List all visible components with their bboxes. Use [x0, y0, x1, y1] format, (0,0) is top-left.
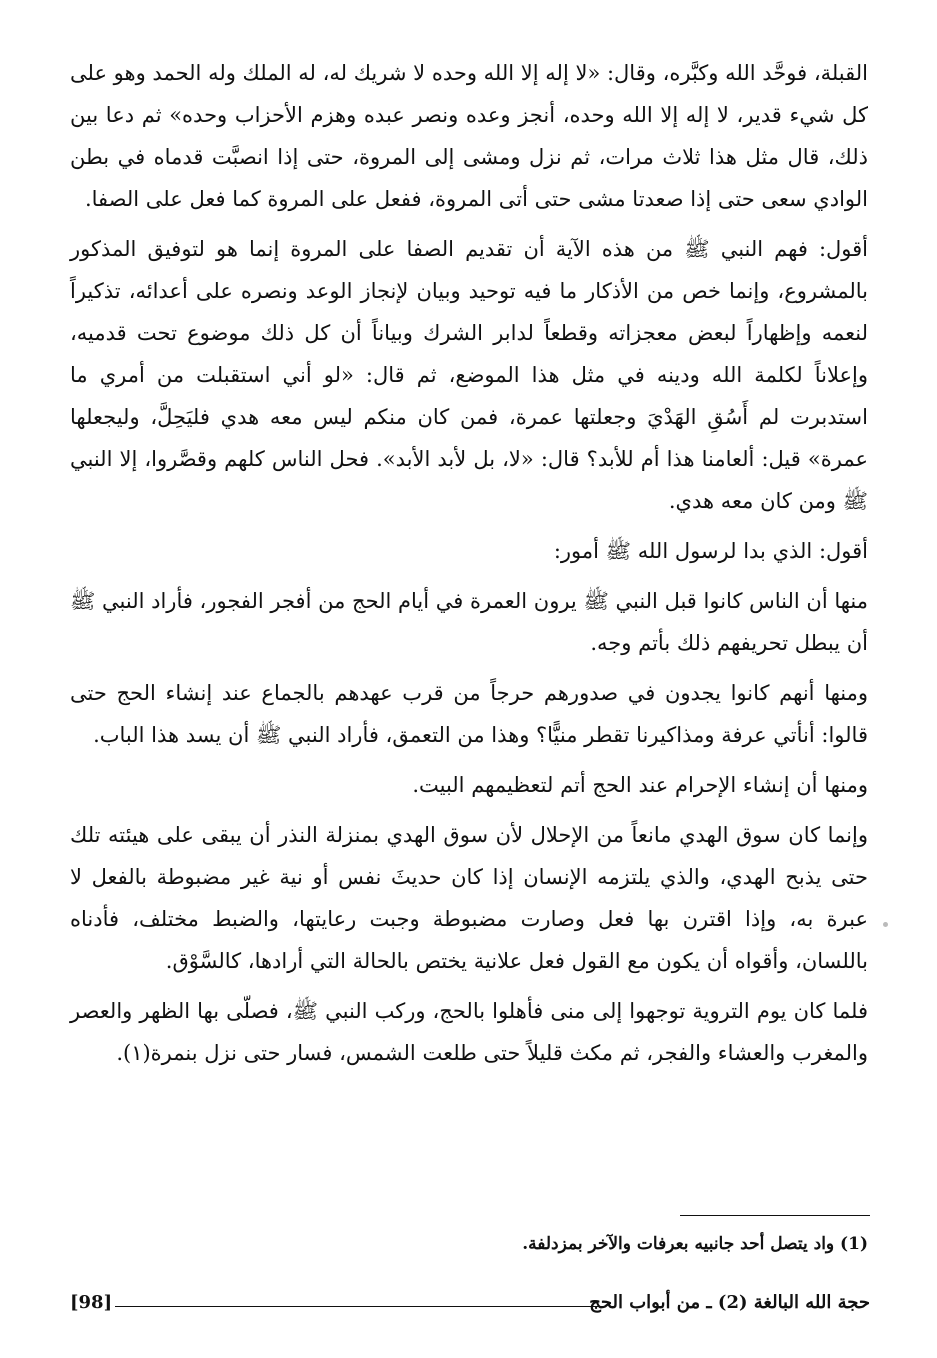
paragraph-7: وإنما كان سوق الهدي مانعاً من الإحلال لأن سوق الهدي بمنزلة النذر أن يبقى على هيئته تلك حتى يذبح الهدي، والذي يلتزمه الإنسان إذا كان حديثَ نفس أو نية غير مضبوطة بالفعل لا عبرة به، وإذا اقترن بها فعل وصارت مضبوطة وجبت رعايتها، والضبط مختلف، فأدناه باللسان، وأقواه أن يكون مع القول فعل علانية يختص بالحالة التي أرادها، كالسَّوْق.	[70, 823, 868, 973]
paragraph-6: ومنها أن إنشاء الإحرام عند الحج أتم لتعظيمهم البيت.	[412, 773, 868, 797]
paragraph-5: ومنها أنهم كانوا يجدون في صدورهم حرجاً من قرب عهدهم بالجماع عند إنشاء الحج حتى قالوا: أنأتي عرفة ومذاكيرنا تقطر منيًّا؟ وهذا من التعمق، فأراد النبي ﷺ أن يسد هذا الباب.	[70, 681, 868, 747]
paragraph-8: فلما كان يوم التروية توجهوا إلى منى فأهلوا بالحج، وركب النبي ﷺ، فصلّى بها الظهر والعصر والمغرب والعشاء والفجر، ثم مكث قليلاً حتى طلعت الشمس، فسار حتى نزل بنمرة(١).	[70, 999, 868, 1065]
paragraph-4: منها أن الناس كانوا قبل النبي ﷺ يرون العمرة في أيام الحج من أفجر الفجور، فأراد النبي ﷺ أن يبطل تحريفهم ذلك بأتم وجه.	[69, 589, 868, 655]
page-footer	[70, 1292, 870, 1322]
main-text	[70, 52, 868, 1074]
paragraph-2: أقول: فهم النبي ﷺ من هذه الآية أن تقديم الصفا على المروة إنما هو لتوفيق المذكور بالمشروع، وإنما خص من الأذكار ما فيه توحيد وبيان لإنجاز الوعد ونصره على أعدائه، تذكيراً لنعمه وإظهاراً لبعض معجزاته وقطعاً لدابر الشرك وبياناً أن كل ذلك موضوع تحت قدميه، وإعلاناً لكلمة الله ودينه في مثل هذا الموضع، ثم قال: «لو أني استقبلت من أمري ما استدبرت لم أَسُقِ الهَدْيَ وجعلتها عمرة، فمن كان منكم ليس معه هدي فليَحِلَّ، وليجعلها عمرة» قيل: ألعامنا هذا أم للأبد؟ قال: «لا، بل لأبد الأبد». فحل الناس كلهم وقصَّروا، إلا النبي ﷺ ومن كان معه هدي.	[70, 237, 868, 513]
running-footer-title: حجة الله البالغة (2) ـ من أبواب الحج	[589, 1292, 870, 1313]
scan-speck	[883, 922, 888, 927]
footnote: (1) واد يتصل أحد جانبيه بعرفات والآخر بمزدلفة.	[522, 1234, 868, 1254]
paragraph-3: أقول: الذي بدا لرسول الله ﷺ أمور:	[553, 539, 868, 563]
footnote-separator	[680, 1215, 870, 1216]
page-number: [98]	[70, 1292, 113, 1313]
paragraph-1: القبلة، فوحَّد الله وكبَّره، وقال: «لا إله إلا الله وحده لا شريك له، له الملك وله الحمد وهو على كل شيء قدير، لا إله إلا الله وحده، أنجز وعده ونصر عبده وهزم الأحزاب وحده» ثم دعا بين ذلك، قال مثل هذا ثلاث مرات، ثم نزل ومشى إلى المروة، حتى إذا انصبَّت قدماه في بطن الوادي سعى حتى إذا صعدتا مشى حتى أتى المروة، ففعل على المروة كما فعل على الصفا.	[70, 61, 868, 211]
footer-rule	[115, 1306, 605, 1307]
